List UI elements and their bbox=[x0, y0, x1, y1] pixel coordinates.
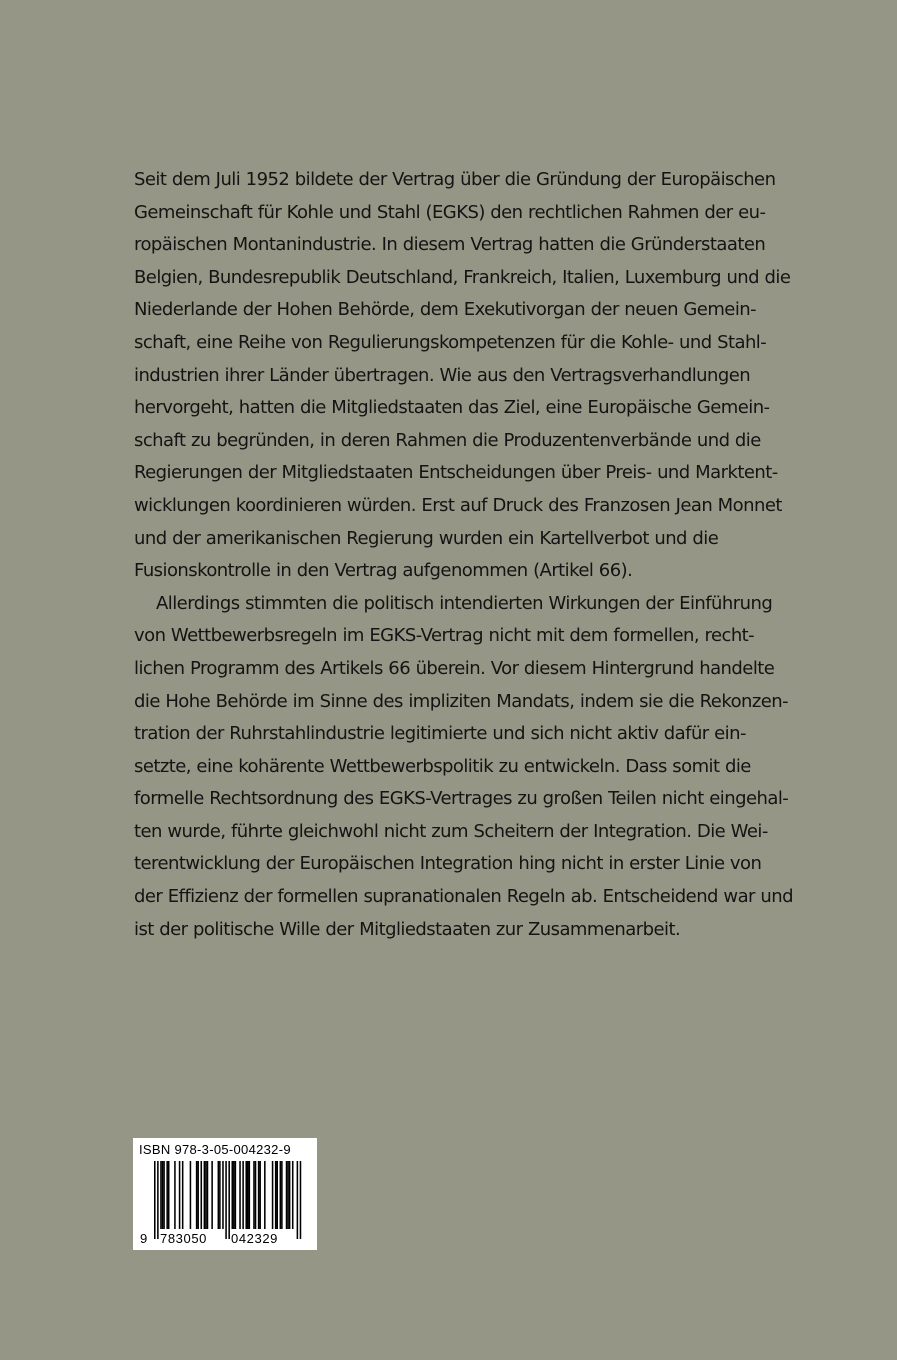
barcode-bar bbox=[275, 1161, 277, 1229]
barcode-bar bbox=[225, 1161, 227, 1239]
barcode-bar bbox=[211, 1161, 213, 1229]
barcode-bar bbox=[300, 1161, 302, 1239]
barcode-bar bbox=[235, 1161, 237, 1229]
text-line: die Hohe Behörde im Sinne des impliziten Mandats, indem sie die Rekonzen- bbox=[134, 690, 789, 712]
barcode-bar bbox=[174, 1161, 176, 1229]
barcode-bar bbox=[157, 1161, 159, 1239]
barcode-bar bbox=[281, 1161, 283, 1229]
barcode-bar bbox=[249, 1161, 251, 1229]
text-line: schaft zu begründen, in deren Rahmen die Produzentenverbände und die bbox=[134, 429, 761, 451]
barcode-bar bbox=[166, 1161, 168, 1229]
barcode-bar bbox=[162, 1161, 164, 1229]
text-line: ropäischen Montanindustrie. In diesem Vertrag hatten die Gründerstaaten bbox=[134, 234, 766, 256]
barcode-bar bbox=[239, 1161, 241, 1229]
barcode-bar bbox=[242, 1161, 244, 1229]
text-line: lichen Programm des Artikels 66 überein. Vor diesem Hintergrund handelte bbox=[134, 657, 775, 679]
barcode-bar bbox=[196, 1161, 198, 1229]
barcode-bar bbox=[276, 1161, 278, 1229]
text-line: von Wettbewerbsregeln im EGKS-Vertrag nicht mit dem formellen, recht- bbox=[134, 625, 755, 647]
text-line: formelle Rechtsordnung des EGKS-Vertrages zu großen Teilen nicht eingehal- bbox=[134, 788, 789, 810]
barcode-bar bbox=[233, 1161, 235, 1229]
barcode-bar bbox=[204, 1161, 206, 1229]
text-line: tration der Ruhrstahlindustrie legitimierte und sich nicht aktiv dafür ein- bbox=[134, 723, 746, 745]
barcode-bar bbox=[245, 1161, 247, 1229]
text-line: der Effizienz der formellen supranationalen Regeln ab. Entscheidend war und bbox=[134, 886, 793, 908]
barcode-bar bbox=[264, 1161, 266, 1229]
barcode-bar bbox=[222, 1161, 224, 1229]
barcode-bar bbox=[201, 1161, 203, 1229]
text-line: Allerdings stimmten die politisch intendierten Wirkungen der Einführung bbox=[156, 592, 773, 614]
barcode-bar bbox=[247, 1161, 249, 1229]
text-line: Seit dem Juli 1952 bildete der Vertrag über die Gründung der Europäischen bbox=[134, 169, 776, 190]
barcode-lead-digit: 9 bbox=[140, 1231, 148, 1246]
barcode-bar bbox=[253, 1161, 255, 1229]
barcode-bar bbox=[219, 1161, 221, 1229]
text-line: terentwicklung der Europäischen Integration hing nicht in erster Linie von bbox=[134, 853, 762, 875]
barcode-bar bbox=[286, 1161, 288, 1229]
barcode-left-digits: 783050 bbox=[160, 1231, 207, 1246]
barcode-right-digits: 042329 bbox=[231, 1231, 278, 1246]
paragraph-2 bbox=[134, 588, 834, 947]
text-line: wicklungen koordinieren würden. Erst auf Druck des Franzosen Jean Monnet bbox=[134, 494, 782, 516]
text-line: Gemeinschaft für Kohle und Stahl (EGKS) den rechtlichen Rahmen der eu- bbox=[134, 201, 766, 223]
isbn-label: ISBN 978-3-05-004232-9 bbox=[139, 1142, 291, 1157]
isbn-barcode bbox=[133, 1138, 317, 1250]
text-line: hervorgeht, hatten die Mitgliedstaaten das Ziel, eine Europäische Gemein- bbox=[134, 397, 770, 419]
barcode-bar bbox=[228, 1161, 230, 1239]
barcode-bar bbox=[255, 1161, 257, 1229]
barcode-bar bbox=[272, 1161, 274, 1229]
text-line: industrien ihrer Länder übertragen. Wie aus den Vertragsverhandlungen bbox=[134, 364, 751, 386]
barcode-bar bbox=[154, 1161, 156, 1239]
text-line: Fusionskontrolle in den Vertrag aufgenommen (Artikel 66). bbox=[134, 560, 633, 582]
barcode-bar bbox=[163, 1161, 165, 1229]
barcode-bar bbox=[292, 1161, 294, 1229]
back-cover-text bbox=[134, 164, 834, 946]
barcode-bar bbox=[205, 1161, 207, 1229]
text-line: Niederlande der Hohen Behörde, dem Exekutivorgan der neuen Gemein- bbox=[134, 299, 757, 321]
barcode-bar bbox=[258, 1161, 260, 1229]
barcode-bar bbox=[218, 1161, 220, 1229]
text-line: Belgien, Bundesrepublik Deutschland, Frankreich, Italien, Luxemburg und die bbox=[134, 266, 791, 288]
barcode-bar bbox=[190, 1161, 192, 1229]
text-line: setzte, eine kohärente Wettbewerbspolitik zu entwickeln. Dass somit die bbox=[134, 755, 751, 777]
text-line: schaft, eine Reihe von Regulierungskompetenzen für die Kohle- und Stahl- bbox=[134, 331, 767, 353]
barcode-bar bbox=[259, 1161, 261, 1229]
barcode-bar bbox=[280, 1161, 282, 1229]
barcode-bar bbox=[207, 1161, 209, 1229]
barcode-bar bbox=[287, 1161, 289, 1229]
barcode-bar bbox=[197, 1161, 199, 1229]
text-line: ten wurde, führte gleichwohl nicht zum Scheitern der Integration. Die Wei- bbox=[134, 820, 768, 842]
barcode-bar bbox=[232, 1161, 234, 1229]
text-line: ist der politische Wille der Mitgliedstaaten zur Zusammenarbeit. bbox=[134, 918, 681, 940]
barcode-bar bbox=[168, 1161, 170, 1229]
paragraph-1 bbox=[134, 164, 834, 588]
barcode-bar bbox=[179, 1161, 181, 1229]
barcode-bar bbox=[297, 1161, 299, 1239]
barcode-bar bbox=[289, 1161, 291, 1229]
barcode-bar bbox=[160, 1161, 162, 1229]
barcode-bar bbox=[182, 1161, 184, 1229]
text-line: Regierungen der Mitgliedstaaten Entscheidungen über Preis- und Marktent- bbox=[134, 462, 778, 484]
text-line: und der amerikanischen Regierung wurden ein Kartellverbot und die bbox=[134, 527, 719, 549]
